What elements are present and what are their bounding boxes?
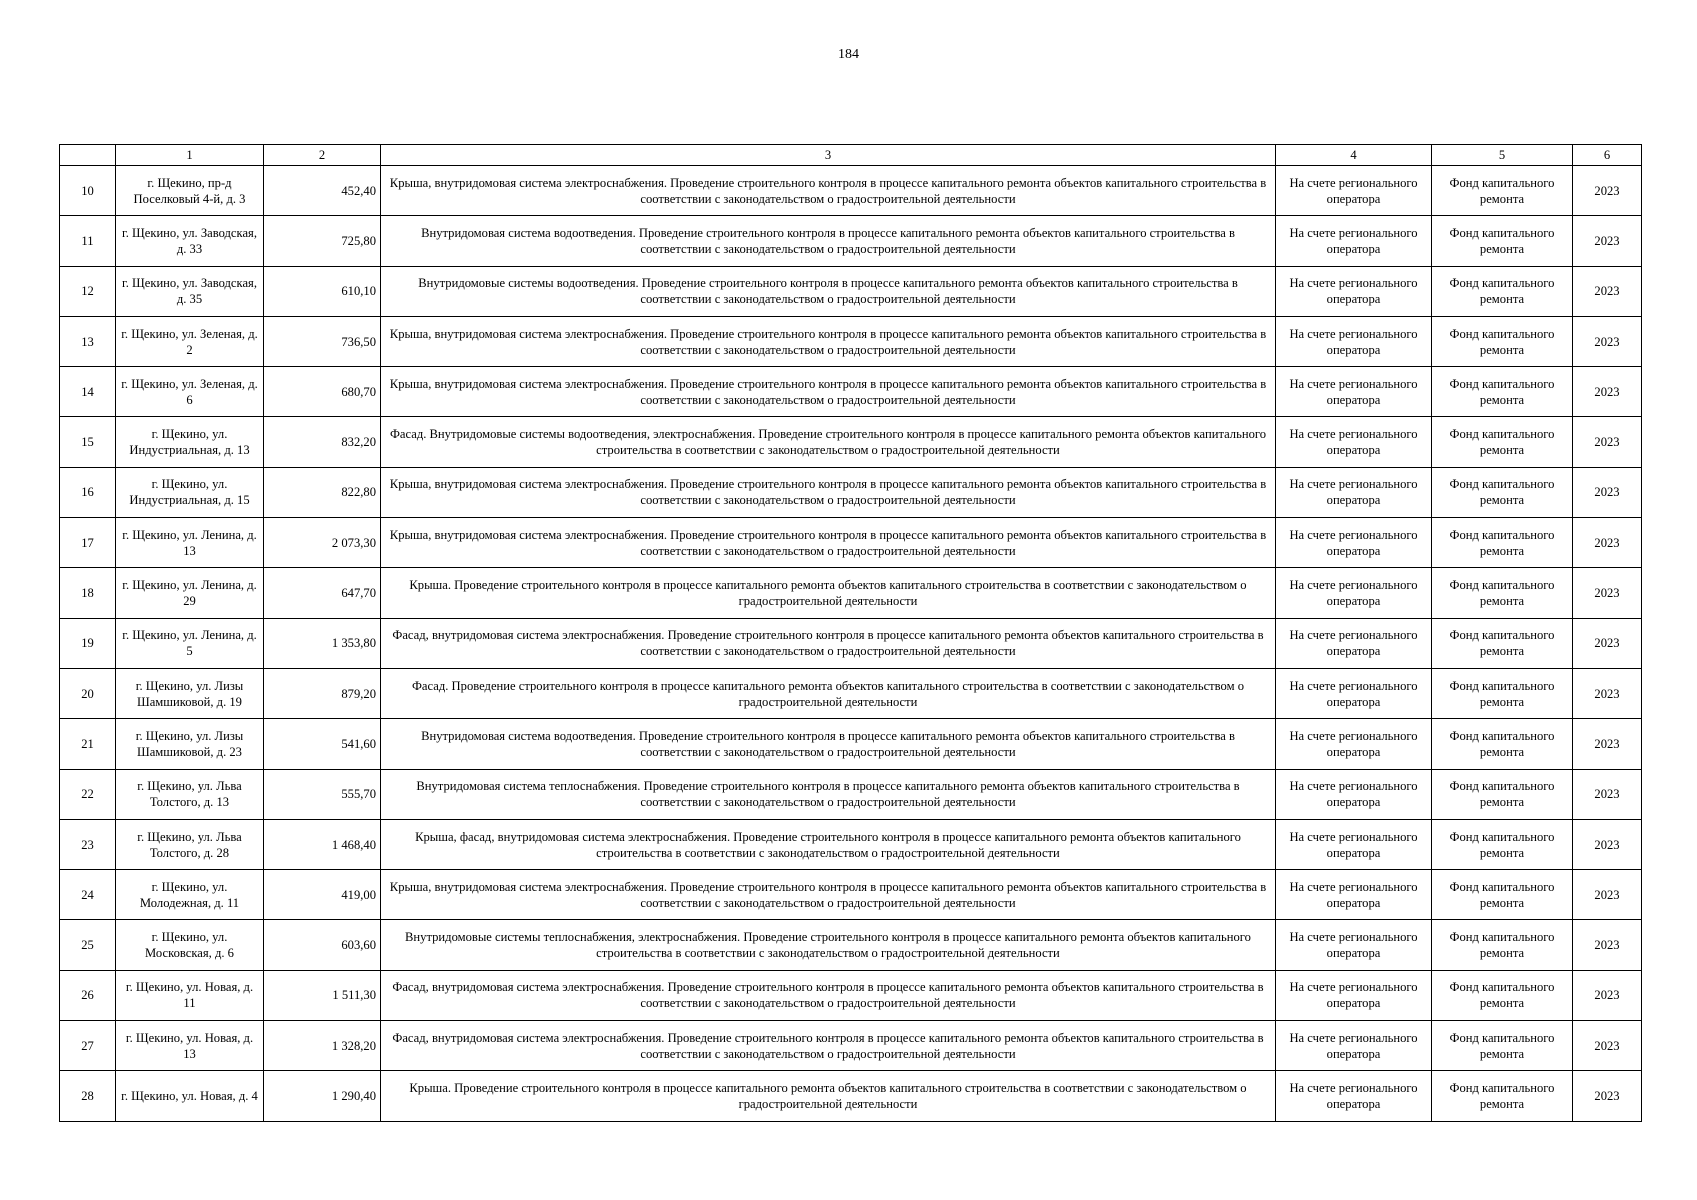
account-cell: На счете регионального оператора <box>1276 568 1432 618</box>
address-cell: г. Щекино, ул. Ленина, д. 5 <box>116 618 264 668</box>
area-cell: 832,20 <box>264 417 381 467</box>
address-cell: г. Щекино, ул. Индустриальная, д. 15 <box>116 467 264 517</box>
works-cell: Крыша, фасад, внутридомовая система электроснабжения. Проведение строительного контроля в процессе капитального ремонта объектов капитального строительства в соответствии с законодательством о градостроительной деятельности <box>381 819 1276 869</box>
funding-source-cell: Фонд капитального ремонта <box>1432 618 1573 668</box>
row-number: 19 <box>60 618 116 668</box>
account-cell: На счете регионального оператора <box>1276 1021 1432 1071</box>
table-row <box>60 618 1642 668</box>
account-cell: На счете регионального оператора <box>1276 266 1432 316</box>
header-cell: 3 <box>381 145 1276 166</box>
row-number: 20 <box>60 668 116 718</box>
year-cell: 2023 <box>1573 166 1642 216</box>
works-cell: Крыша. Проведение строительного контроля в процессе капитального ремонта объектов капитального строительства в соответствии с законодательством о градостроительной деятельности <box>381 568 1276 618</box>
year-cell: 2023 <box>1573 769 1642 819</box>
address-cell: г. Щекино, пр-д Поселковый 4-й, д. 3 <box>116 166 264 216</box>
table-row <box>60 920 1642 970</box>
area-cell: 452,40 <box>264 166 381 216</box>
header-cell: 6 <box>1573 145 1642 166</box>
address-cell: г. Щекино, ул. Ленина, д. 29 <box>116 568 264 618</box>
account-cell: На счете регионального оператора <box>1276 668 1432 718</box>
area-cell: 725,80 <box>264 216 381 266</box>
area-cell: 879,20 <box>264 668 381 718</box>
account-cell: На счете регионального оператора <box>1276 467 1432 517</box>
area-cell: 1 290,40 <box>264 1071 381 1121</box>
address-cell: г. Щекино, ул. Новая, д. 11 <box>116 970 264 1020</box>
address-cell: г. Щекино, ул. Индустриальная, д. 13 <box>116 417 264 467</box>
area-cell: 680,70 <box>264 367 381 417</box>
year-cell: 2023 <box>1573 870 1642 920</box>
page-number: 184 <box>838 47 859 62</box>
table-row <box>60 568 1642 618</box>
address-cell: г. Щекино, ул. Новая, д. 13 <box>116 1021 264 1071</box>
area-cell: 541,60 <box>264 719 381 769</box>
header-cell: 2 <box>264 145 381 166</box>
works-cell: Внутридомовая система водоотведения. Проведение строительного контроля в процессе капитального ремонта объектов капитального строительства в соответствии с законодательством о градостроительной деятельности <box>381 216 1276 266</box>
works-cell: Крыша, внутридомовая система электроснабжения. Проведение строительного контроля в процессе капитального ремонта объектов капитального строительства в соответствии с законодательством о градостроительной деятельности <box>381 166 1276 216</box>
row-number: 18 <box>60 568 116 618</box>
funding-source-cell: Фонд капитального ремонта <box>1432 719 1573 769</box>
header-cell: 1 <box>116 145 264 166</box>
year-cell: 2023 <box>1573 1021 1642 1071</box>
area-cell: 2 073,30 <box>264 518 381 568</box>
row-number: 10 <box>60 166 116 216</box>
account-cell: На счете регионального оператора <box>1276 819 1432 869</box>
account-cell: На счете регионального оператора <box>1276 166 1432 216</box>
funding-source-cell: Фонд капитального ремонта <box>1432 1021 1573 1071</box>
area-cell: 610,10 <box>264 266 381 316</box>
year-cell: 2023 <box>1573 467 1642 517</box>
table-row <box>60 769 1642 819</box>
year-cell: 2023 <box>1573 216 1642 266</box>
year-cell: 2023 <box>1573 266 1642 316</box>
table-row <box>60 216 1642 266</box>
account-cell: На счете регионального оператора <box>1276 719 1432 769</box>
area-cell: 736,50 <box>264 316 381 366</box>
works-cell: Крыша, внутридомовая система электроснабжения. Проведение строительного контроля в процессе капитального ремонта объектов капитального строительства в соответствии с законодательством о градостроительной деятельности <box>381 518 1276 568</box>
area-cell: 1 468,40 <box>264 819 381 869</box>
address-cell: г. Щекино, ул. Зеленая, д. 2 <box>116 316 264 366</box>
year-cell: 2023 <box>1573 920 1642 970</box>
row-number: 16 <box>60 467 116 517</box>
table-row <box>60 819 1642 869</box>
area-cell: 603,60 <box>264 920 381 970</box>
address-cell: г. Щекино, ул. Заводская, д. 33 <box>116 216 264 266</box>
account-cell: На счете регионального оператора <box>1276 870 1432 920</box>
account-cell: На счете регионального оператора <box>1276 1071 1432 1121</box>
funding-source-cell: Фонд капитального ремонта <box>1432 769 1573 819</box>
table-row <box>60 417 1642 467</box>
works-cell: Фасад, внутридомовая система электроснабжения. Проведение строительного контроля в процессе капитального ремонта объектов капитального строительства в соответствии с законодательством о градостроительной деятельности <box>381 618 1276 668</box>
year-cell: 2023 <box>1573 417 1642 467</box>
row-number: 28 <box>60 1071 116 1121</box>
funding-source-cell: Фонд капитального ремонта <box>1432 166 1573 216</box>
works-cell: Крыша, внутридомовая система электроснабжения. Проведение строительного контроля в процессе капитального ремонта объектов капитального строительства в соответствии с законодательством о градостроительной деятельности <box>381 870 1276 920</box>
table-row <box>60 266 1642 316</box>
address-cell: г. Щекино, ул. Московская, д. 6 <box>116 920 264 970</box>
table-row <box>60 166 1642 216</box>
works-cell: Крыша, внутридомовая система электроснабжения. Проведение строительного контроля в процессе капитального ремонта объектов капитального строительства в соответствии с законодательством о градостроительной деятельности <box>381 467 1276 517</box>
row-number: 23 <box>60 819 116 869</box>
year-cell: 2023 <box>1573 819 1642 869</box>
row-number: 14 <box>60 367 116 417</box>
works-cell: Крыша, внутридомовая система электроснабжения. Проведение строительного контроля в процессе капитального ремонта объектов капитального строительства в соответствии с законодательством о градостроительной деятельности <box>381 316 1276 366</box>
table-row <box>60 1071 1642 1121</box>
works-cell: Внутридомовая система теплоснабжения. Проведение строительного контроля в процессе капитального ремонта объектов капитального строительства в соответствии с законодательством о градостроительной деятельности <box>381 769 1276 819</box>
table-row <box>60 668 1642 718</box>
account-cell: На счете регионального оператора <box>1276 920 1432 970</box>
table-row <box>60 1021 1642 1071</box>
account-cell: На счете регионального оператора <box>1276 367 1432 417</box>
account-cell: На счете регионального оператора <box>1276 970 1432 1020</box>
header-cell: 5 <box>1432 145 1573 166</box>
year-cell: 2023 <box>1573 518 1642 568</box>
row-number: 17 <box>60 518 116 568</box>
address-cell: г. Щекино, ул. Заводская, д. 35 <box>116 266 264 316</box>
year-cell: 2023 <box>1573 719 1642 769</box>
funding-source-cell: Фонд капитального ремонта <box>1432 266 1573 316</box>
row-number: 27 <box>60 1021 116 1071</box>
year-cell: 2023 <box>1573 668 1642 718</box>
table-row <box>60 316 1642 366</box>
funding-source-cell: Фонд капитального ремонта <box>1432 316 1573 366</box>
works-cell: Фасад. Проведение строительного контроля в процессе капитального ремонта объектов капитального строительства в соответствии с законодательством о градостроительной деятельности <box>381 668 1276 718</box>
works-cell: Фасад, внутридомовая система электроснабжения. Проведение строительного контроля в процессе капитального ремонта объектов капитального строительства в соответствии с законодательством о градостроительной деятельности <box>381 970 1276 1020</box>
capital-repair-table <box>59 144 1642 1122</box>
account-cell: На счете регионального оператора <box>1276 518 1432 568</box>
table-row <box>60 719 1642 769</box>
table-row <box>60 367 1642 417</box>
row-number: 13 <box>60 316 116 366</box>
area-cell: 822,80 <box>264 467 381 517</box>
area-cell: 1 353,80 <box>264 618 381 668</box>
row-number: 22 <box>60 769 116 819</box>
works-cell: Внутридомовая система водоотведения. Проведение строительного контроля в процессе капитального ремонта объектов капитального строительства в соответствии с законодательством о градостроительной деятельности <box>381 719 1276 769</box>
row-number: 15 <box>60 417 116 467</box>
funding-source-cell: Фонд капитального ремонта <box>1432 216 1573 266</box>
address-cell: г. Щекино, ул. Лизы Шамшиковой, д. 23 <box>116 719 264 769</box>
funding-source-cell: Фонд капитального ремонта <box>1432 467 1573 517</box>
funding-source-cell: Фонд капитального ремонта <box>1432 518 1573 568</box>
account-cell: На счете регионального оператора <box>1276 216 1432 266</box>
address-cell: г. Щекино, ул. Льва Толстого, д. 13 <box>116 769 264 819</box>
area-cell: 1 328,20 <box>264 1021 381 1071</box>
row-number: 11 <box>60 216 116 266</box>
table-row <box>60 870 1642 920</box>
address-cell: г. Щекино, ул. Лизы Шамшиковой, д. 19 <box>116 668 264 718</box>
area-cell: 555,70 <box>264 769 381 819</box>
header-cell <box>60 145 116 166</box>
area-cell: 1 511,30 <box>264 970 381 1020</box>
funding-source-cell: Фонд капитального ремонта <box>1432 870 1573 920</box>
funding-source-cell: Фонд капитального ремонта <box>1432 1071 1573 1121</box>
table-row <box>60 970 1642 1020</box>
row-number: 26 <box>60 970 116 1020</box>
row-number: 21 <box>60 719 116 769</box>
address-cell: г. Щекино, ул. Молодежная, д. 11 <box>116 870 264 920</box>
address-cell: г. Щекино, ул. Зеленая, д. 6 <box>116 367 264 417</box>
address-cell: г. Щекино, ул. Ленина, д. 13 <box>116 518 264 568</box>
works-cell: Фасад, внутридомовая система электроснабжения. Проведение строительного контроля в процессе капитального ремонта объектов капитального строительства в соответствии с законодательством о градостроительной деятельности <box>381 1021 1276 1071</box>
year-cell: 2023 <box>1573 970 1642 1020</box>
works-cell: Крыша. Проведение строительного контроля в процессе капитального ремонта объектов капитального строительства в соответствии с законодательством о градостроительной деятельности <box>381 1071 1276 1121</box>
area-cell: 419,00 <box>264 870 381 920</box>
year-cell: 2023 <box>1573 618 1642 668</box>
row-number: 24 <box>60 870 116 920</box>
year-cell: 2023 <box>1573 367 1642 417</box>
funding-source-cell: Фонд капитального ремонта <box>1432 417 1573 467</box>
funding-source-cell: Фонд капитального ремонта <box>1432 970 1573 1020</box>
account-cell: На счете регионального оператора <box>1276 769 1432 819</box>
year-cell: 2023 <box>1573 568 1642 618</box>
funding-source-cell: Фонд капитального ремонта <box>1432 668 1573 718</box>
funding-source-cell: Фонд капитального ремонта <box>1432 920 1573 970</box>
address-cell: г. Щекино, ул. Новая, д. 4 <box>116 1071 264 1121</box>
account-cell: На счете регионального оператора <box>1276 316 1432 366</box>
header-cell: 4 <box>1276 145 1432 166</box>
header-row <box>60 145 1642 166</box>
table-row <box>60 518 1642 568</box>
address-cell: г. Щекино, ул. Льва Толстого, д. 28 <box>116 819 264 869</box>
works-cell: Фасад. Внутридомовые системы водоотведения, электроснабжения. Проведение строительного контроля в процессе капитального ремонта объектов капитального строительства в соответствии с законодательством о градостроительной деятельности <box>381 417 1276 467</box>
works-cell: Внутридомовые системы водоотведения. Проведение строительного контроля в процессе капитального ремонта объектов капитального строительства в соответствии с законодательством о градостроительной деятельности <box>381 266 1276 316</box>
works-cell: Внутридомовые системы теплоснабжения, электроснабжения. Проведение строительного контроля в процессе капитального ремонта объектов капитального строительства в соответствии с законодательством о градостроительной деятельности <box>381 920 1276 970</box>
account-cell: На счете регионального оператора <box>1276 417 1432 467</box>
funding-source-cell: Фонд капитального ремонта <box>1432 568 1573 618</box>
funding-source-cell: Фонд капитального ремонта <box>1432 367 1573 417</box>
account-cell: На счете регионального оператора <box>1276 618 1432 668</box>
year-cell: 2023 <box>1573 1071 1642 1121</box>
area-cell: 647,70 <box>264 568 381 618</box>
row-number: 12 <box>60 266 116 316</box>
year-cell: 2023 <box>1573 316 1642 366</box>
works-cell: Крыша, внутридомовая система электроснабжения. Проведение строительного контроля в процессе капитального ремонта объектов капитального строительства в соответствии с законодательством о градостроительной деятельности <box>381 367 1276 417</box>
table-row <box>60 467 1642 517</box>
row-number: 25 <box>60 920 116 970</box>
funding-source-cell: Фонд капитального ремонта <box>1432 819 1573 869</box>
